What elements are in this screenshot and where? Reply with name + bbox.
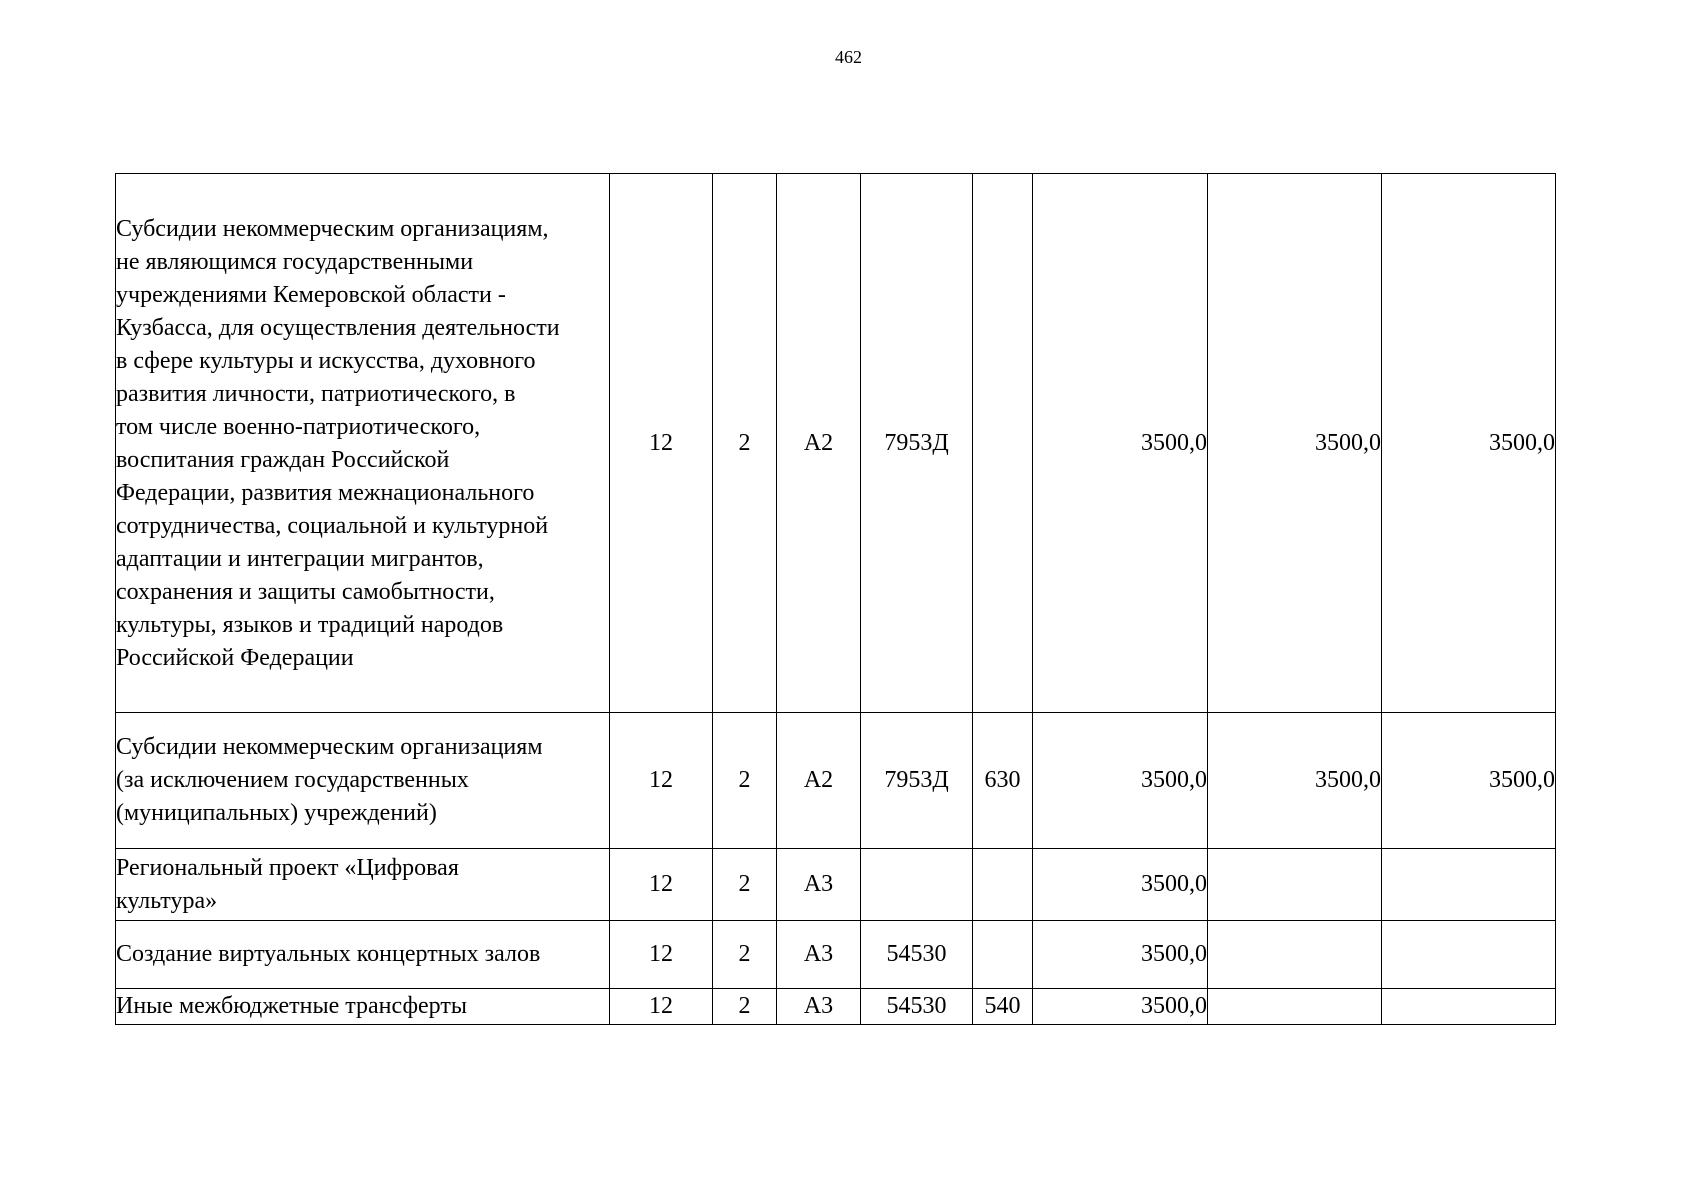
amount-1: 3500,0: [1033, 989, 1208, 1025]
amount-2: 3500,0: [1208, 174, 1382, 713]
amount-3: [1382, 849, 1556, 921]
expense-type-code: [973, 174, 1033, 713]
amount-1: 3500,0: [1033, 713, 1208, 849]
expense-type-code: [973, 921, 1033, 989]
direction-code: 7953Д: [861, 174, 973, 713]
amount-2: [1208, 849, 1382, 921]
row-name: Создание виртуальных концертных залов: [116, 921, 610, 989]
table-row: [116, 989, 1556, 1025]
row-name: Региональный проект «Цифровая культура»: [116, 849, 610, 921]
row-name: Субсидии некоммерческим организациям, не являющимся государственными учреждениями Кемеровской области - Кузбасса, для осуществления деятельности в сфере культуры и искусства, духовного развития личности, патриотического, в том числе военно-патриотического, воспитания граждан Российской Федерации, развития межнационального сотрудничества, социальной и культурной адаптации и интеграции мигрантов, сохранения и защиты самобытности, культуры, языков и традиций народов Российской Федерации: [116, 174, 610, 713]
subsection-code: 2: [713, 849, 777, 921]
amount-3: 3500,0: [1382, 713, 1556, 849]
row-name: Иные межбюджетные трансферты: [116, 989, 610, 1025]
table-row: [116, 849, 1556, 921]
program-code: А2: [777, 713, 861, 849]
table-row: [116, 713, 1556, 849]
section-code: 12: [610, 713, 713, 849]
table-row: [116, 921, 1556, 989]
program-code: А3: [777, 989, 861, 1025]
amount-1: 3500,0: [1033, 174, 1208, 713]
amount-2: 3500,0: [1208, 713, 1382, 849]
section-code: 12: [610, 989, 713, 1025]
amount-1: 3500,0: [1033, 849, 1208, 921]
page-number: 462: [835, 47, 862, 67]
direction-code: 7953Д: [861, 713, 973, 849]
expense-type-code: [973, 849, 1033, 921]
subsection-code: 2: [713, 921, 777, 989]
amount-3: 3500,0: [1382, 174, 1556, 713]
amount-2: [1208, 921, 1382, 989]
amount-1: 3500,0: [1033, 921, 1208, 989]
subsection-code: 2: [713, 713, 777, 849]
direction-code: 54530: [861, 921, 973, 989]
direction-code: [861, 849, 973, 921]
table-row: [116, 174, 1556, 713]
program-code: А2: [777, 174, 861, 713]
amount-3: [1382, 989, 1556, 1025]
amount-3: [1382, 921, 1556, 989]
amount-2: [1208, 989, 1382, 1025]
section-code: 12: [610, 174, 713, 713]
program-code: А3: [777, 921, 861, 989]
expense-type-code: 540: [973, 989, 1033, 1025]
direction-code: 54530: [861, 989, 973, 1025]
program-code: А3: [777, 849, 861, 921]
subsection-code: 2: [713, 989, 777, 1025]
budget-table: [115, 173, 1556, 1025]
subsection-code: 2: [713, 174, 777, 713]
expense-type-code: 630: [973, 713, 1033, 849]
section-code: 12: [610, 921, 713, 989]
row-name: Субсидии некоммерческим организациям (за исключением государственных (муниципальных) учреждений): [116, 713, 610, 849]
section-code: 12: [610, 849, 713, 921]
